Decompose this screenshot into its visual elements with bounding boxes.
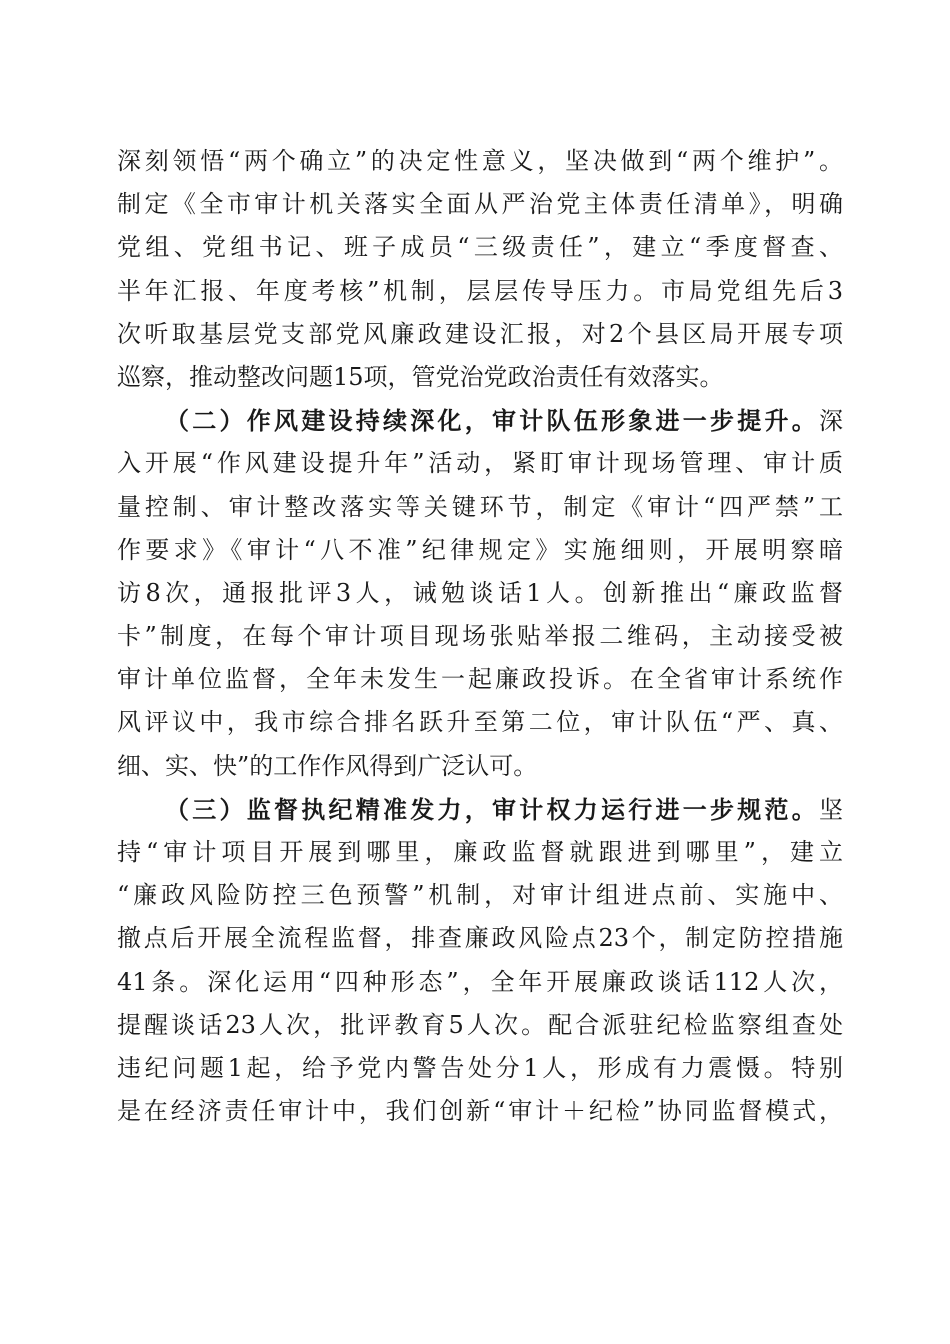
text-line: [117, 183, 843, 226]
text-line: [117, 701, 843, 744]
text-segment: 入开展“作风建设提升年”活动，紧盯审计现场管理、审计质: [117, 449, 843, 478]
text-line: [117, 529, 843, 572]
section-heading: （二）作风建设持续深化，审计队伍形象进一步提升。: [165, 406, 819, 436]
text-segment: 提醒谈话23人次，批评教育5人次。配合派驻纪检监察组查处: [117, 1010, 843, 1039]
document-body: [117, 140, 843, 1133]
text-segment: 持“审计项目开展到哪里，廉政监督就跟进到哪里”，建立: [117, 838, 843, 866]
text-segment: 风评议中，我市综合排名跃升至第二位，审计队伍“严、真、: [117, 708, 843, 737]
text-line: [117, 313, 843, 356]
text-segment: 卡”制度，在每个审计项目现场张贴举报二维码，主动接受被: [117, 622, 843, 651]
text-line: [117, 745, 843, 788]
text-segment: 半年汇报、年度考核”机制，层层传导压力。市局党组先后3: [117, 276, 843, 305]
text-line: [117, 874, 843, 917]
text-line: [117, 961, 843, 1004]
text-line: [117, 1047, 843, 1090]
text-segment: 细、实、快”的工作作风得到广泛认可。: [117, 751, 538, 780]
text-line: [117, 399, 843, 442]
text-segment: 违纪问题1起，给予党内警告处分1人，形成有力震慑。特别: [117, 1053, 843, 1082]
text-segment: 党组、党组书记、班子成员“三级责任”，建立“季度督查、: [117, 233, 843, 262]
text-line: [117, 572, 843, 615]
text-line: [117, 1004, 843, 1047]
text-line: [117, 917, 843, 960]
text-segment: 巡察，推动整改问题15项，管党治党政治责任有效落实。: [117, 362, 724, 391]
text-segment: 次听取基层党支部党风廉政建设汇报，对2个县区局开展专项: [117, 319, 843, 348]
text-segment: 坚: [819, 795, 843, 824]
text-segment: 量控制、审计整改落实等关键环节，制定《审计“四严禁”工: [117, 492, 843, 521]
text-line: [117, 1090, 843, 1133]
text-segment: “廉政风险防控三色预警”机制，对审计组进点前、实施中、: [117, 881, 843, 910]
text-segment: 深: [819, 407, 843, 436]
text-segment: 作要求》《审计“八不准”纪律规定》实施细则，开展明察暗: [117, 535, 843, 564]
text-line: [117, 270, 843, 313]
text-line: [117, 486, 843, 529]
text-segment: 撤点后开展全流程监督，排查廉政风险点23个，制定防控措施: [117, 924, 843, 953]
text-segment: 深刻领悟“两个确立”的决定性意义，坚决做到“两个维护”。: [117, 147, 843, 175]
text-line: [117, 356, 843, 399]
text-line: [117, 658, 843, 701]
text-segment: 是在经济责任审计中，我们创新“审计＋纪检”协同监督模式，: [117, 1097, 843, 1126]
text-line: [117, 442, 843, 485]
text-line: [117, 831, 843, 874]
text-segment: 审计单位监督，全年未发生一起廉政投诉。在全省审计系统作: [117, 665, 843, 694]
text-line: [117, 788, 843, 831]
text-segment: 41条。深化运用“四种形态”，全年开展廉政谈话112人次，: [117, 967, 843, 996]
text-segment: 制定《全市审计机关落实全面从严治党主体责任清单》，明确: [117, 190, 843, 219]
text-line: [117, 140, 843, 183]
text-line: [117, 615, 843, 658]
text-segment: 访8次，通报批评3人，诫勉谈话1人。创新推出“廉政监督: [117, 578, 843, 607]
section-heading: （三）监督执纪精准发力，审计权力运行进一步规范。: [165, 794, 819, 824]
text-line: [117, 226, 843, 269]
